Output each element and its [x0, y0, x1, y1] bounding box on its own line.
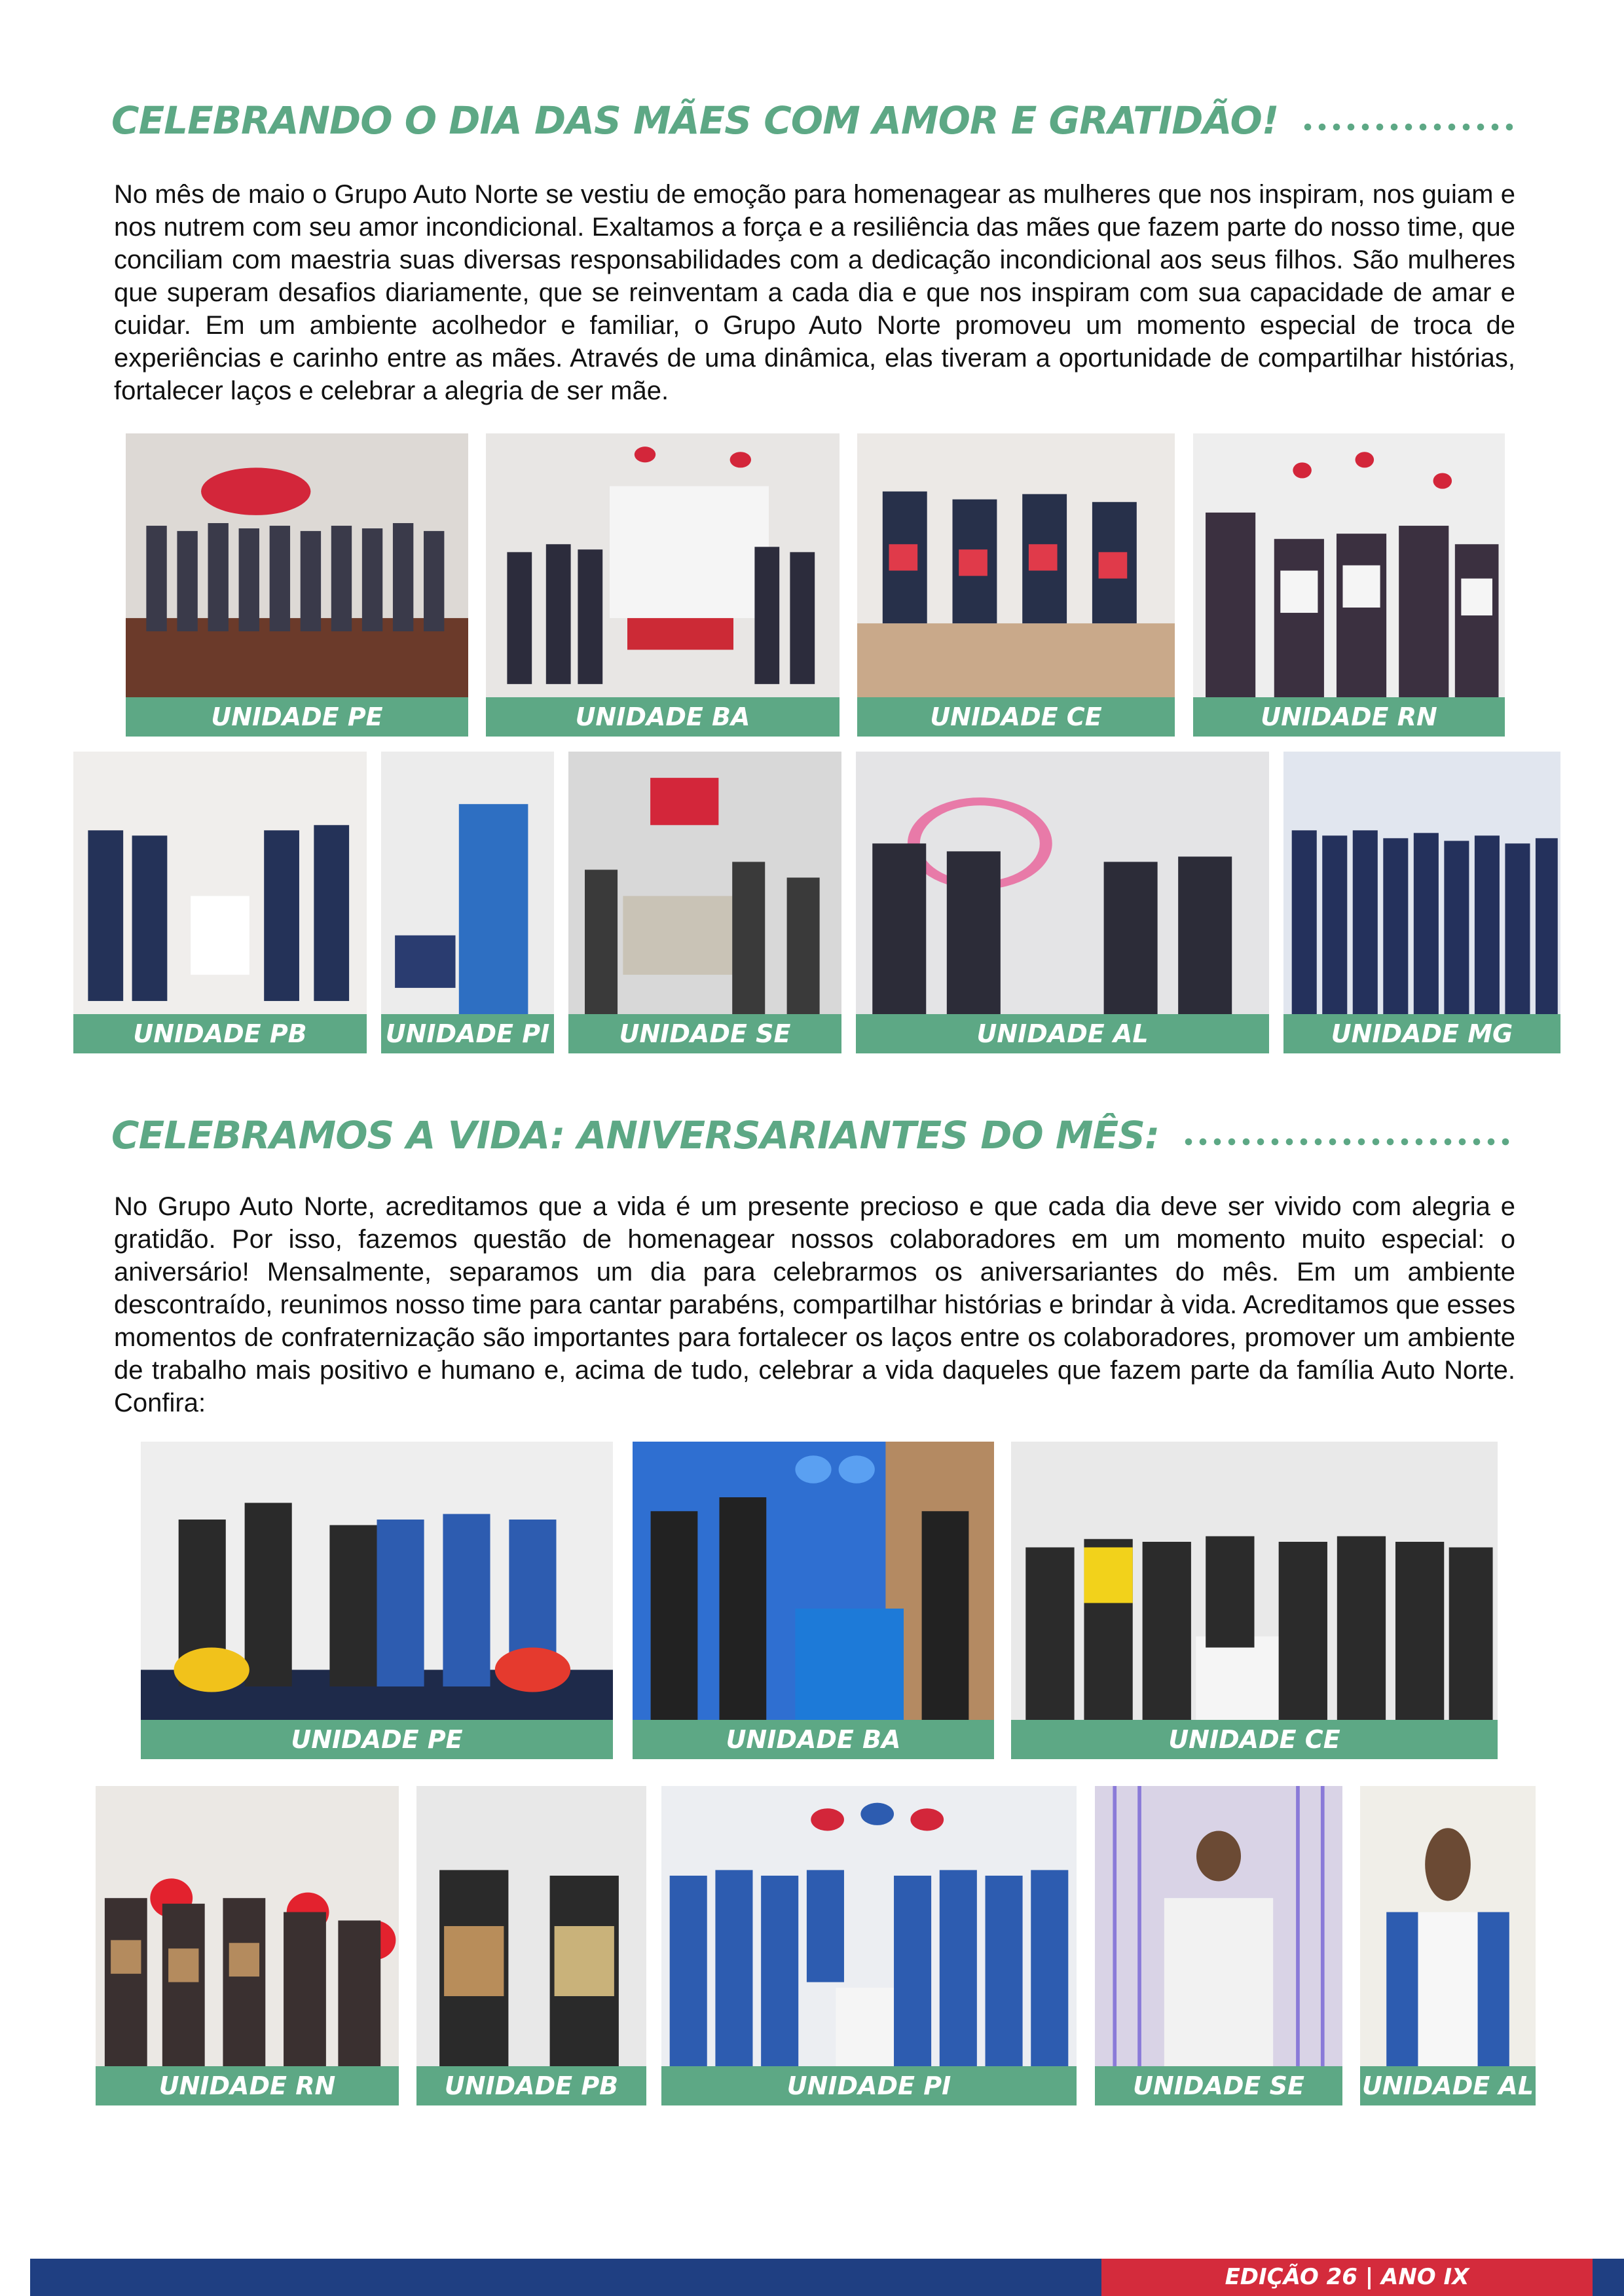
- photo-card: [381, 752, 554, 1053]
- group-photo: [126, 433, 468, 697]
- unit-caption: UNIDADE AL: [856, 1014, 1269, 1053]
- unit-caption: UNIDADE PI: [381, 1014, 554, 1053]
- photo-card: [568, 752, 841, 1053]
- unit-caption: UNIDADE PB: [416, 2066, 646, 2105]
- photo-card: [1283, 752, 1560, 1053]
- group-photo: [381, 752, 554, 1014]
- photo-card: [1095, 1786, 1342, 2105]
- unit-caption: UNIDADE SE: [568, 1014, 841, 1053]
- group-photo: [141, 1442, 613, 1720]
- section-body-text: No Grupo Auto Norte, acreditamos que a vida é um presente precioso e que cada dia deve ser vivido com alegria e gratidão. Por isso, fazemos questão de homenagear nossos colaboradores em um momento muito especial: o aniversário! Mensalmente, separamos um dia para celebrarmos os aniversariantes do mês. Em um ambiente descontraído, reunimos nosso time para cantar parabéns, compartilhar histórias e brindar à vida. Acreditamos que esses momentos de confraternização são importantes para fortalecer os laços entre os colaboradores, promover um ambiente de trabalho mais positivo e humano e, acima de tudo, celebrar a vida daqueles que fazem parte da família Auto Norte. Confira:: [114, 1192, 1515, 1417]
- group-photo: [73, 752, 367, 1014]
- photo-card: [1011, 1442, 1498, 1759]
- group-photo: [1360, 1786, 1536, 2066]
- section-heading-mothers-day: [111, 98, 1513, 143]
- section-title: CELEBRANDO O DIA DAS MÃES COM AMOR E GRATIDÃO!: [111, 98, 1279, 143]
- unit-caption: UNIDADE CE: [1011, 1720, 1498, 1759]
- unit-caption: UNIDADE MG: [1283, 1014, 1560, 1053]
- photo-card: [1193, 433, 1505, 737]
- section-heading-birthdays: [111, 1113, 1513, 1157]
- unit-caption: UNIDADE RN: [1193, 697, 1505, 737]
- group-photo: [568, 752, 841, 1014]
- group-photo: [1283, 752, 1560, 1014]
- unit-caption: UNIDADE PI: [661, 2066, 1077, 2105]
- dotted-rule: [1301, 122, 1513, 132]
- group-photo: [661, 1786, 1077, 2066]
- photo-card: [96, 1786, 399, 2105]
- section-body-text: No mês de maio o Grupo Auto Norte se vestiu de emoção para homenagear as mulheres que nos inspiram, nos guiam e nos nutrem com seu amor incondicional. Exaltamos a força e a resiliência das mães que fazem parte do nosso time, que conciliam com maestria suas diversas responsabilidades com a dedicação incondicional aos seus filhos. São mulheres que superam desafios diariamente, que se reinventam a cada dia e que nos inspiram com sua capacidade de amar e cuidar. Em um ambiente acolhedor e familiar, o Grupo Auto Norte promoveu um momento especial de troca de experiências e carinho entre as mães. Através de uma dinâmica, elas tiveram a oportunidade de compartilhar histórias, fortalecer laços e celebrar a alegria de ser mãe.: [114, 180, 1515, 405]
- unit-caption: UNIDADE PB: [73, 1014, 367, 1053]
- photo-card: [141, 1442, 613, 1759]
- unit-caption: UNIDADE CE: [857, 697, 1175, 737]
- photo-card: [633, 1442, 994, 1759]
- footer-bar: [30, 2259, 1101, 2296]
- photo-card: [661, 1786, 1077, 2105]
- group-photo: [416, 1786, 646, 2066]
- edition-label: EDIÇÃO 26 | ANO IX: [1101, 2259, 1593, 2296]
- photo-card: [416, 1786, 646, 2105]
- photo-card: [73, 752, 367, 1053]
- photo-card: [857, 433, 1175, 737]
- group-photo: [856, 752, 1269, 1014]
- unit-caption: UNIDADE BA: [633, 1720, 994, 1759]
- unit-caption: UNIDADE PE: [141, 1720, 613, 1759]
- group-photo: [633, 1442, 994, 1720]
- photo-card: [1360, 1786, 1536, 2105]
- group-photo: [1095, 1786, 1342, 2066]
- group-photo: [1193, 433, 1505, 697]
- group-photo: [857, 433, 1175, 697]
- group-photo: [96, 1786, 399, 2066]
- unit-caption: UNIDADE RN: [96, 2066, 399, 2105]
- group-photo: [1011, 1442, 1498, 1720]
- footer-bar-end: [1593, 2259, 1624, 2296]
- photo-card: [486, 433, 840, 737]
- dotted-rule: [1181, 1137, 1513, 1146]
- unit-caption: UNIDADE BA: [486, 697, 840, 737]
- section-title: CELEBRAMOS A VIDA: ANIVERSARIANTES DO MÊS:: [111, 1113, 1160, 1157]
- unit-caption: UNIDADE AL: [1360, 2066, 1536, 2105]
- unit-caption: UNIDADE SE: [1095, 2066, 1342, 2105]
- photo-card: [856, 752, 1269, 1053]
- group-photo: [486, 433, 840, 697]
- unit-caption: UNIDADE PE: [126, 697, 468, 737]
- photo-card: [126, 433, 468, 737]
